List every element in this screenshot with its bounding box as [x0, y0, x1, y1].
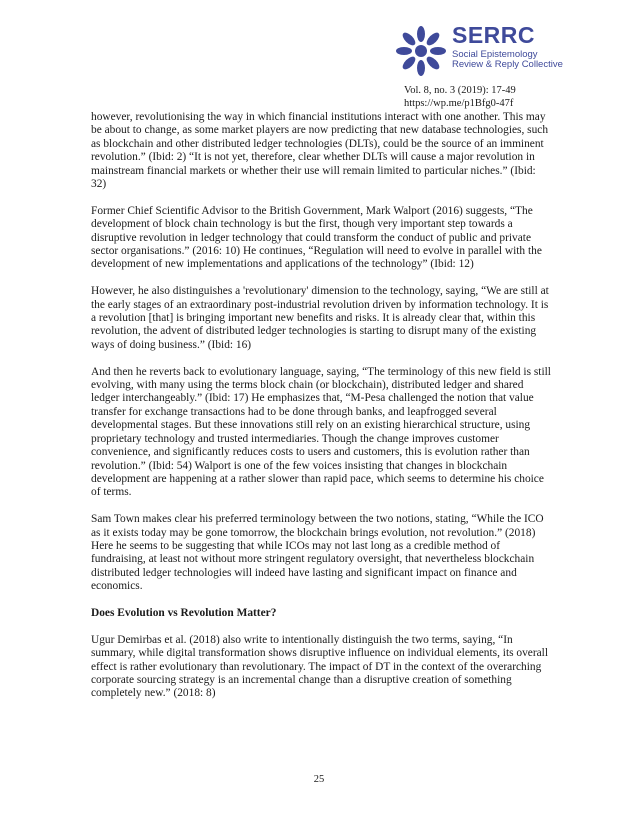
- logo-subtitle-line2: Review & Reply Collective: [452, 59, 563, 70]
- citation-volume: Vol. 8, no. 3 (2019): 17-49: [404, 85, 516, 96]
- serrc-logo: [392, 22, 612, 82]
- logo-abbreviation: SERRC: [452, 22, 536, 48]
- article-body: [91, 111, 551, 714]
- paragraph: Ugur Demirbas et al. (2018) also write to intentionally distinguish the two terms, saying, “In summary, while digital transformation shows disruptive influence on individual elements, its overall effect is rather evolutionary than revolutionary. The impact of DT in the context of the overarching corporate sourcing strategy is an incremental change than a disruptive creation of something completely new.” (2018: 8): [91, 633, 549, 700]
- section-heading: Does Evolution vs Revolution Matter?: [91, 606, 277, 619]
- citation-url[interactable]: https://wp.me/p1Bfg0-47f: [404, 98, 514, 109]
- paragraph: however, revolutionising the way in which financial institutions interact with one another. This may be about to change, as some market players are now predicting that new database technologies, such as blockchain and other distributed ledger technologies (DLTs), could be the source of an imminent revolution.” (Ibid: 2) “It is not yet, therefore, clear whether DLTs will cause a major revolution in mainstream financial markets or whether their use will remain limited to particular niches.” (Ibid: 32): [91, 111, 549, 191]
- paragraph: Sam Town makes clear his preferred terminology between the two notions, stating, “While the ICO as it exists today may be gone tomorrow, the blockchain brings evolution, not revolution.” (2018) Here he seems to be suggesting that while ICOs may not last long as a credible method of fundraising, at least not without more stringent regulatory oversight, that nevertheless blockchain distributed ledger technologies will indeed have lasting and significant impact on finance and economics.: [91, 513, 544, 593]
- paragraph: And then he reverts back to evolutionary language, saying, “The terminology of this new field is still evolving, with many using the terms block chain (or blockchain), distributed ledger and shared ledger interchangeably.” (Ibid: 17) He emphasizes that, “M-Pesa challenged the notion that value transfer for exchange transactions had to be done through banks, and leapfrogged several developmental stages. But these innovations still rely on an existing hierarchical structure, using proprietary technology and trusted intermediaries. Though the change improves customer convenience, and significantly reduces costs to users and customers, this is evolution rather than revolution.” (Ibid: 54) Walport is one of the few voices insisting that changes in blockchain development are happening at a rather slower than rapid pace, which seems to determine his choice of terms.: [91, 365, 551, 499]
- paragraph: However, he also distinguishes a 'revolutionary' dimension to the technology, saying, “We are still at the early stages of an extraordinary post-industrial revolution driven by information technology. It is a revolution [that] is bringing important new benefits and risks. It is already clear that, within this revolution, the advent of distributed ledger technologies is starting to disrupt many of the existing ways of doing business.” (Ibid: 16): [91, 285, 549, 351]
- serrc-emblem-icon: [392, 22, 450, 80]
- citation-block: [404, 84, 516, 110]
- paragraph: Former Chief Scientific Advisor to the British Government, Mark Walport (2016) suggests, “The development of block chain technology is but the first, though very important step towards a disruptive revolution in ledger technology that could transform the conduct of public and private sector organisations.” (2016: 10) He continues, “Regulation will need to evolve in parallel with the development of new implementations and applications of the technology” (Ibid: 12): [91, 204, 542, 271]
- page-number: 25: [313, 774, 325, 785]
- logo-subtitle-line1: Social Epistemology: [452, 49, 538, 60]
